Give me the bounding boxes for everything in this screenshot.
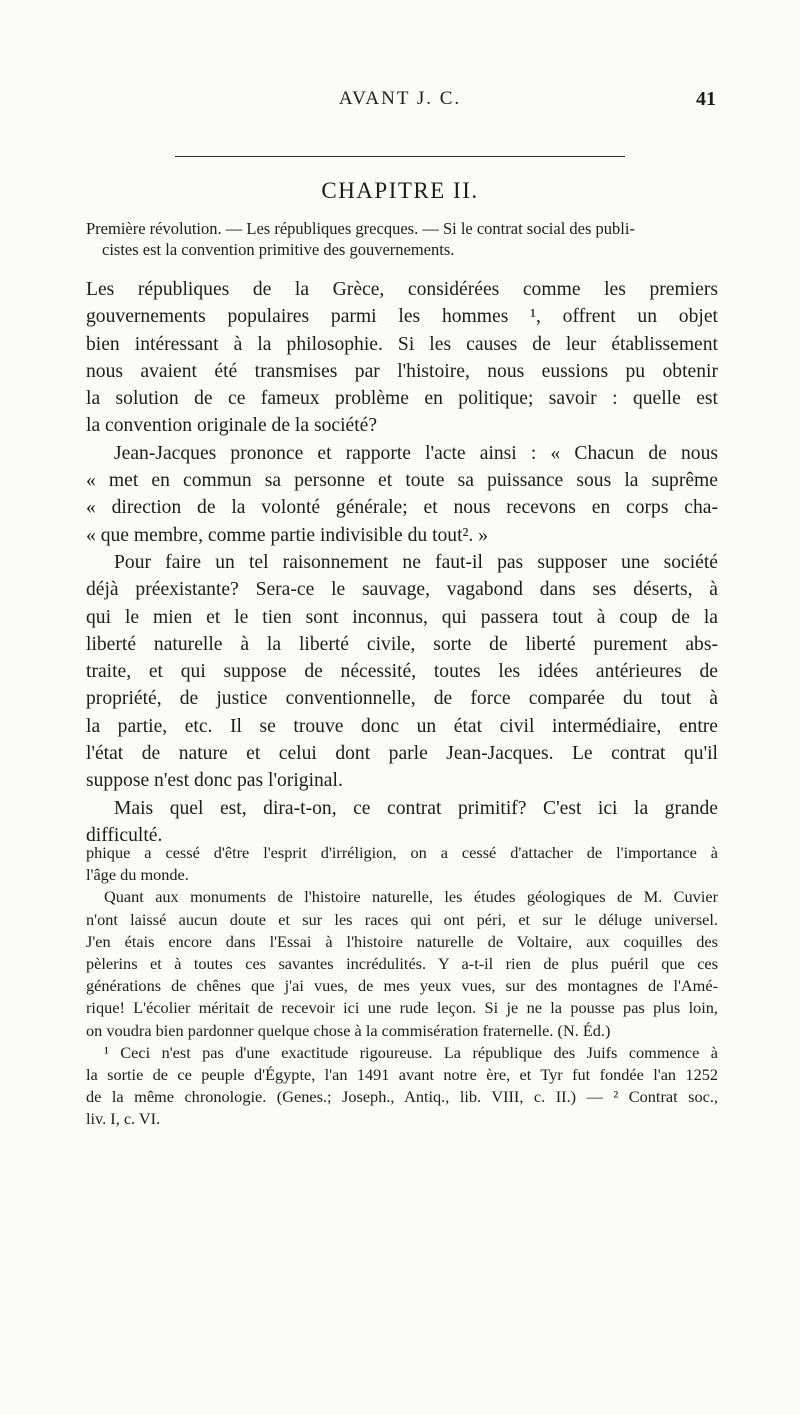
body-line: la convention originale de la société?	[86, 415, 378, 437]
footnote-line: rique! L'écolier méritait de recevoir ici une rude leçon. Si je ne la pousse pas plus loin,	[86, 998, 718, 1018]
body-line: Jean-Jacques prononce et rapporte l'acte ainsi : « Chacun de nous	[114, 442, 718, 464]
body-line: traite, et qui suppose de nécessité, toutes les idées antérieures de	[86, 661, 718, 683]
footnote-line: phique a cessé d'être l'esprit d'irréligion, on a cessé d'attacher de l'importance à	[86, 843, 718, 862]
running-head	[0, 88, 800, 118]
running-head-title: AVANT J. C.	[338, 88, 462, 109]
page-number: 41	[696, 88, 716, 110]
body-line: propriété, de justice conventionnelle, de force comparée du tout à	[86, 688, 718, 710]
footnote-line: on voudra bien pardonner quelque chose à la commisération fraternelle. (N. Éd.)	[86, 1020, 611, 1040]
body-line: la solution de ce fameux problème en politique; savoir : quelle est	[86, 388, 718, 410]
footnote-line: J'en étais encore dans l'Essai à l'histoire naturelle de Voltaire, aux coquilles des	[86, 931, 718, 951]
body-line: Mais quel est, dira-t-on, ce contrat primitif? C'est ici la grande	[114, 797, 718, 819]
chapter-title: CHAPITRE II.	[321, 178, 479, 203]
body-line: qui le mien et le tien sont inconnus, qui passera tout à coup de la	[86, 606, 718, 628]
body-line: l'état de nature et celui dont parle Jean-Jacques. Le contrat qu'il	[86, 743, 718, 765]
summary-line: Première révolution. — Les républiques grecques. — Si le contrat social des publi-	[86, 219, 635, 238]
body-line: liberté naturelle à la liberté civile, sorte de liberté purement abs-	[86, 633, 718, 655]
body-line: déjà préexistante? Sera-ce le sauvage, vagabond dans ses déserts, à	[86, 579, 718, 601]
footnote-line: générations de chênes que j'ai vues, de mes yeux vues, sur des montagnes de l'Amé-	[86, 976, 718, 996]
footnote-line: de la même chronologie. (Genes.; Joseph., Antiq., lib. VIII, c. II.) — ² Contrat soc.,	[86, 1087, 718, 1107]
body-line: gouvernements populaires parmi les hommes ¹, offrent un objet	[86, 306, 718, 328]
chapter-summary	[86, 218, 716, 260]
footnote-line: l'âge du monde.	[86, 865, 189, 885]
body-line: nous avaient été transmises par l'histoire, nous eussions pu obtenir	[86, 360, 718, 382]
body-line: difficulté.	[86, 824, 163, 846]
footnotes	[86, 842, 718, 1131]
footnote-line: la sortie de ce peuple d'Égypte, l'an 1491 avant notre ère, et Tyr fut fondée l'an 1252	[86, 1065, 718, 1085]
footnote-line: n'ont laissé aucun doute et sur les races qui ont péri, et sur le déluge universel.	[86, 909, 718, 929]
header-rule	[175, 156, 625, 157]
body-text	[86, 276, 718, 849]
footnote-line: liv. I, c. VI.	[86, 1109, 161, 1129]
summary-line: cistes est la convention primitive des gouvernements.	[102, 240, 455, 259]
footnote-line: ¹ Ceci n'est pas d'une exactitude rigoureuse. La république des Juifs commence à	[104, 1042, 718, 1062]
body-line: « direction de la volonté générale; et nous recevons en corps cha-	[86, 497, 718, 519]
body-line: « que membre, comme partie indivisible du tout². »	[86, 524, 489, 546]
body-line: bien intéressant à la philosophie. Si les causes de leur établissement	[86, 333, 718, 355]
footnote-line: Quant aux monuments de l'histoire naturelle, les études géologiques de M. Cuvier	[104, 887, 718, 907]
body-line: suppose n'est donc pas l'original.	[86, 770, 343, 792]
body-line: « met en commun sa personne et toute sa puissance sous la suprême	[86, 470, 718, 492]
body-line: Pour faire un tel raisonnement ne faut-il pas supposer une société	[114, 551, 718, 573]
footnote-line: pèlerins et à toutes ces savantes incrédulités. Y a-t-il rien de plus puéril que ces	[86, 954, 718, 974]
body-line: Les républiques de la Grèce, considérées comme les premiers	[86, 279, 718, 300]
body-line: la partie, etc. Il se trouve donc un état civil intermédiaire, entre	[86, 715, 718, 737]
